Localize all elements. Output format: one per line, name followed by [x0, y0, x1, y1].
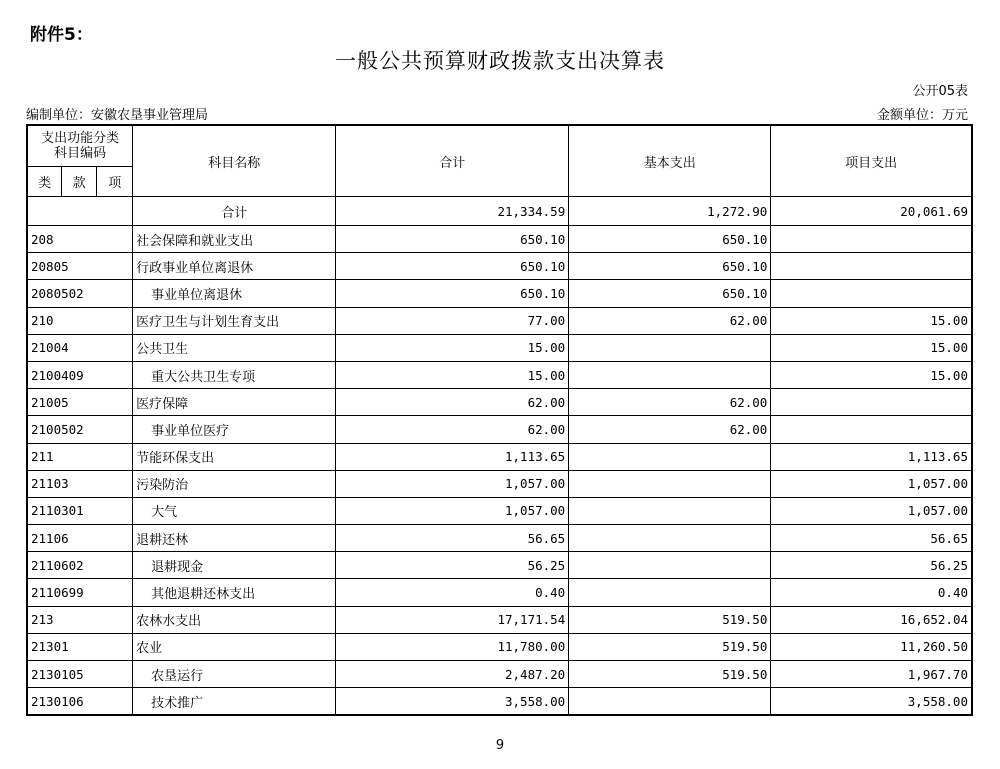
row-code: 21106 — [27, 525, 133, 552]
row-project — [771, 253, 972, 280]
row-basic: 519.50 — [569, 633, 771, 660]
row-total: 15.00 — [336, 361, 569, 388]
row-code: 21004 — [27, 334, 133, 361]
row-total: 11,780.00 — [336, 633, 569, 660]
row-code: 213 — [27, 606, 133, 633]
row-code: 2110301 — [27, 497, 133, 524]
row-code: 2100502 — [27, 416, 133, 443]
row-name: 技术推广 — [133, 688, 336, 716]
header-name: 科目名称 — [133, 125, 336, 197]
table-row — [27, 688, 972, 716]
row-project: 1,967.70 — [771, 661, 972, 688]
row-project: 11,260.50 — [771, 633, 972, 660]
row-basic — [569, 334, 771, 361]
header-basic: 基本支出 — [569, 125, 771, 197]
row-name: 农垦运行 — [133, 661, 336, 688]
row-project: 56.25 — [771, 552, 972, 579]
row-basic — [569, 552, 771, 579]
table-row — [27, 334, 972, 361]
row-project — [771, 280, 972, 307]
row-total: 15.00 — [336, 334, 569, 361]
row-total: 2,487.20 — [336, 661, 569, 688]
row-code: 21301 — [27, 633, 133, 660]
row-project: 16,652.04 — [771, 606, 972, 633]
row-name: 行政事业单位离退休 — [133, 253, 336, 280]
row-project: 1,057.00 — [771, 470, 972, 497]
row-total: 1,057.00 — [336, 497, 569, 524]
page-title: 一般公共预算财政拨款支出决算表 — [335, 49, 665, 73]
table-row — [27, 497, 972, 524]
page-number: 9 — [495, 738, 505, 753]
table-row — [27, 443, 972, 470]
row-name: 社会保障和就业支出 — [133, 226, 336, 253]
header-lei: 类 — [27, 167, 62, 197]
attachment-label: 附件5： — [30, 25, 93, 45]
row-total: 1,057.00 — [336, 470, 569, 497]
header-row — [27, 125, 972, 167]
row-total: 62.00 — [336, 389, 569, 416]
row-basic: 519.50 — [569, 606, 771, 633]
total-code — [27, 197, 133, 226]
row-total: 3,558.00 — [336, 688, 569, 716]
row-code: 2080502 — [27, 280, 133, 307]
row-basic — [569, 361, 771, 388]
row-code: 21005 — [27, 389, 133, 416]
total-row — [27, 197, 972, 226]
header-project: 项目支出 — [771, 125, 972, 197]
row-total: 1,113.65 — [336, 443, 569, 470]
row-basic: 650.10 — [569, 280, 771, 307]
row-basic — [569, 525, 771, 552]
table-row — [27, 253, 972, 280]
row-project: 15.00 — [771, 361, 972, 388]
row-code: 20805 — [27, 253, 133, 280]
table-row — [27, 470, 972, 497]
row-total: 650.10 — [336, 253, 569, 280]
table-row — [27, 525, 972, 552]
row-project — [771, 416, 972, 443]
row-code: 2130105 — [27, 661, 133, 688]
row-basic — [569, 443, 771, 470]
row-basic: 650.10 — [569, 226, 771, 253]
row-code: 2110602 — [27, 552, 133, 579]
table-row — [27, 416, 972, 443]
row-basic: 62.00 — [569, 416, 771, 443]
row-basic — [569, 579, 771, 606]
table-row — [27, 226, 972, 253]
row-basic: 62.00 — [569, 307, 771, 334]
row-code: 2110699 — [27, 579, 133, 606]
row-name: 农林水支出 — [133, 606, 336, 633]
row-basic: 62.00 — [569, 389, 771, 416]
table-row — [27, 579, 972, 606]
row-basic — [569, 497, 771, 524]
row-code: 210 — [27, 307, 133, 334]
row-code: 208 — [27, 226, 133, 253]
row-basic — [569, 688, 771, 716]
total-name: 合计 — [133, 197, 336, 226]
table-row — [27, 280, 972, 307]
row-project: 3,558.00 — [771, 688, 972, 716]
row-project: 15.00 — [771, 307, 972, 334]
row-name: 大气 — [133, 497, 336, 524]
expenditure-table — [26, 124, 973, 716]
row-name: 医疗卫生与计划生育支出 — [133, 307, 336, 334]
money-unit: 金额单位：万元 — [876, 108, 968, 123]
row-name: 其他退耕还林支出 — [133, 579, 336, 606]
table-row — [27, 552, 972, 579]
row-project: 1,057.00 — [771, 497, 972, 524]
reporting-unit: 编制单位：安徽农垦事业管理局 — [26, 108, 209, 123]
row-project — [771, 226, 972, 253]
row-name: 公共卫生 — [133, 334, 336, 361]
row-total: 56.25 — [336, 552, 569, 579]
row-name: 医疗保障 — [133, 389, 336, 416]
row-project: 15.00 — [771, 334, 972, 361]
row-name: 农业 — [133, 633, 336, 660]
row-project: 0.40 — [771, 579, 972, 606]
header-code: 支出功能分类 科目编码 — [27, 125, 133, 167]
row-name: 污染防治 — [133, 470, 336, 497]
row-code: 2100409 — [27, 361, 133, 388]
row-basic — [569, 470, 771, 497]
row-name: 节能环保支出 — [133, 443, 336, 470]
table-row — [27, 361, 972, 388]
table-row — [27, 661, 972, 688]
table-row — [27, 307, 972, 334]
total-basic: 1,272.90 — [569, 197, 771, 226]
row-total: 62.00 — [336, 416, 569, 443]
row-name: 事业单位医疗 — [133, 416, 336, 443]
row-name: 退耕还林 — [133, 525, 336, 552]
row-code: 2130106 — [27, 688, 133, 716]
table-row — [27, 633, 972, 660]
row-name: 事业单位离退休 — [133, 280, 336, 307]
table-row — [27, 606, 972, 633]
row-project: 1,113.65 — [771, 443, 972, 470]
row-total: 17,171.54 — [336, 606, 569, 633]
row-total: 650.10 — [336, 280, 569, 307]
row-code: 21103 — [27, 470, 133, 497]
row-basic: 519.50 — [569, 661, 771, 688]
total-project: 20,061.69 — [771, 197, 972, 226]
header-kuan: 款 — [62, 167, 97, 197]
form-number: 公开05表 — [912, 84, 968, 99]
table-row — [27, 389, 972, 416]
row-name: 退耕现金 — [133, 552, 336, 579]
header-xiang: 项 — [97, 167, 133, 197]
row-code: 211 — [27, 443, 133, 470]
total-total: 21,334.59 — [336, 197, 569, 226]
row-total: 0.40 — [336, 579, 569, 606]
row-name: 重大公共卫生专项 — [133, 361, 336, 388]
row-basic: 650.10 — [569, 253, 771, 280]
row-total: 650.10 — [336, 226, 569, 253]
row-project: 56.65 — [771, 525, 972, 552]
row-total: 77.00 — [336, 307, 569, 334]
header-total: 合计 — [336, 125, 569, 197]
row-total: 56.65 — [336, 525, 569, 552]
row-project — [771, 389, 972, 416]
